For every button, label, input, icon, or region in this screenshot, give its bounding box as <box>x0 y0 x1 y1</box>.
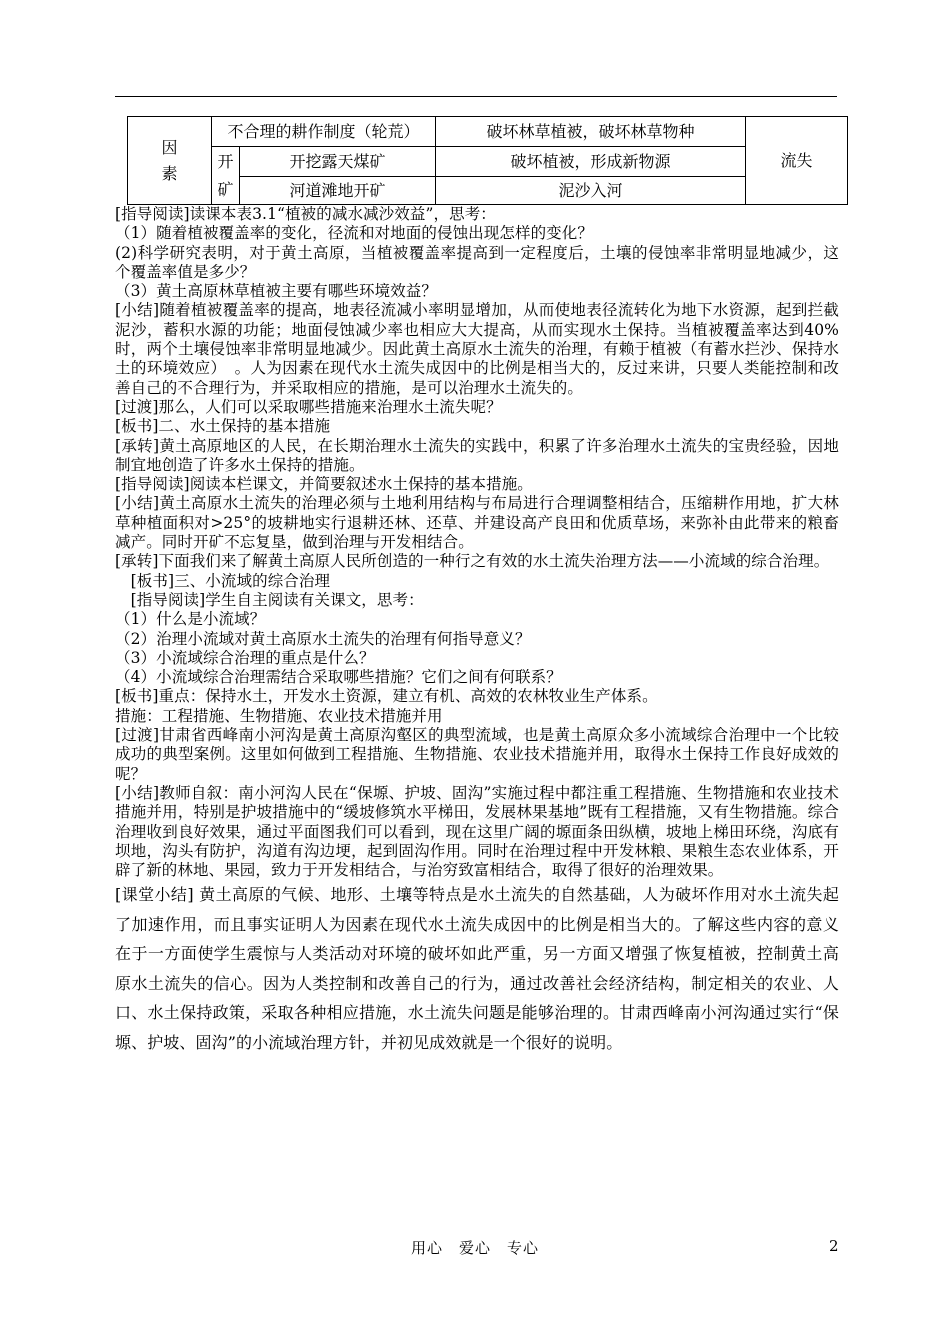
table-cell: 破坏林草植被，破坏林草物种 <box>436 117 746 147</box>
header-rule <box>115 96 837 97</box>
table-cell: 开挖露天煤矿 <box>240 147 436 177</box>
table-cell: 泥沙入河 <box>436 177 746 205</box>
paragraph: （1）什么是小流域？ <box>115 610 266 629</box>
table-row <box>128 117 848 147</box>
paragraph: （2）治理小流域对黄土高原水土流失的治理有何指导意义？ <box>115 629 531 648</box>
page-number: 2 <box>829 1237 839 1255</box>
lesson-content <box>115 205 839 1057</box>
paragraph: [小结]教师自叙：南小河沟人民在“保塬、护坡、固沟”实施过程中都注重工程措施、生物措施和农业技术措施并用，特别是护坡措施中的“缓坡修筑水平梯田，发展林果基地”既有工程措施，又有生物措施。综合治理收到良好效果，通过平面图我们可以看到，现在这里广阔的塬面条田纵横，坡地上梯田环绕，沟底有坝地，沟头有防护，沟道有沟边埂，起到固沟作用。同时在治理过程中开发林粮、果粮生态农业体系，开辟了新的林地、果园，致力于开发相结合，与治穷致富相结合，取得了很好的治理效果。 <box>115 783 839 880</box>
paragraph: [承转]下面我们来了解黄土高原人民所创造的一种行之有效的水土流失治理方法——小流域的综合治理。 <box>115 552 830 571</box>
paragraph: [指导阅读]读课本表3.1“植被的减水减沙效益”，思考： <box>115 205 496 223</box>
paragraph: (2)科学研究表明，对于黄土高原，当植被覆盖率提高到一定程度后，土壤的侵蚀率非常明显地减少，这个覆盖率值是多少？ <box>115 243 839 281</box>
factor-label-cell: 因 素 <box>128 117 212 205</box>
footer-motto: 用心 爱心 专心 <box>410 1239 539 1257</box>
paragraph: [板书]二、水土保持的基本措施 <box>115 417 331 436</box>
table-cell: 河道滩地开矿 <box>240 177 436 205</box>
table-cell: 破坏植被，形成新物源 <box>436 147 746 177</box>
factors-table <box>127 116 848 205</box>
class-summary: [课堂小结] 黄土高原的气候、地形、土壤等特点是水土流失的自然基础，人为破坏作用对水土流失起了加速作用，而且事实证明人为因素在现代水土流失成因中的比例是相当大的。了解这些内容的意义在于一方面使学生震惊与人类活动对环境的破坏如此严重，另一方面又增强了恢复植被，控制黄土高原水土流失的信心。因为人类控制和改善自己的行为，通过改善社会经济结构，制定相关的农业、人口、水土保持政策，采取各种相应措施，水土流失问题是能够治理的。甘肃西峰南小河沟通过实行“保塬、护坡、固沟”的小流域治理方针，并初见成效就是一个很好的说明。 <box>115 885 839 1052</box>
result-cell: 流失 <box>746 117 848 205</box>
paragraph: [过渡]那么，人们可以采取哪些措施来治理水土流失呢？ <box>115 397 502 416</box>
paragraph: [板书]三、小流域的综合治理 <box>115 571 331 590</box>
paragraph: 措施：工程措施、生物措施、农业技术措施并用 <box>115 706 443 725</box>
paragraph: （3）黄土高原林草植被主要有哪些环境效益？ <box>115 282 437 301</box>
paragraph: [过渡]甘肃省西峰南小河沟是黄土高原沟壑区的典型流域，也是黄土高原众多小流域综合治理中一个比较成功的典型案例。这里如何做到工程措施、生物措施、农业技术措施并用，取得水土保持工作良好成效的呢？ <box>115 726 839 783</box>
paragraph: [小结]随着植被覆盖率的提高，地表径流减小率明显增加，从而使地表径流转化为地下水资源，起到拦截泥沙，蓄积水源的功能；地面侵蚀减少率也相应大大提高，从而实现水土保持。当植被覆盖率达到40%时，两个土壤侵蚀率非常明显地减少。因此黄土高原水土流失的治理，有赖于植被（有蓄水拦沙、保持水土的环境效应） 。人为因素在现代水土流失成因中的比例是相当大的，反过来讲，只要人类能控制和改善自己的不合理行为，并采取相应的措施，是可以治理水土流失的。 <box>115 301 839 397</box>
paragraph: [指导阅读]学生自主阅读有关课文，思考： <box>115 590 424 609</box>
paragraph: [小结]黄土高原水土流失的治理必须与土地利用结构与布局进行合理调整相结合，压缩耕作用地，扩大林草种植面积对>25°的坡耕地实行退耕还林、还草、并建设高产良田和优质草场，来弥补由此带来的粮畜减产。同时开矿不忘复垦，做到治理与开发相结合。 <box>115 494 839 552</box>
table-cell: 不合理的耕作制度（轮荒） <box>212 117 436 147</box>
paragraph: （3）小流域综合治理的重点是什么？ <box>115 648 375 667</box>
paragraph: [承转]黄土高原地区的人民，在长期治理水土流失的实践中，积累了许多治理水土流失的宝贵经验，因地制宜地创造了许多水土保持的措施。 <box>115 436 839 474</box>
paragraph: [板书]重点：保持水土，开发水土资源，建立有机、高效的农林牧业生产体系。 <box>115 687 658 706</box>
paragraph: [指导阅读]阅读本栏课文，并简要叙述水土保持的基本措施。 <box>115 475 533 494</box>
paragraph: （1）随着植被覆盖率的变化，径流和对地面的侵蚀出现怎样的变化？ <box>115 224 593 243</box>
paragraph: （4）小流域综合治理需结合采取哪些措施？它们之间有何联系？ <box>115 668 562 687</box>
table-row <box>128 147 848 177</box>
mining-label-cell: 开 矿 <box>212 147 240 205</box>
